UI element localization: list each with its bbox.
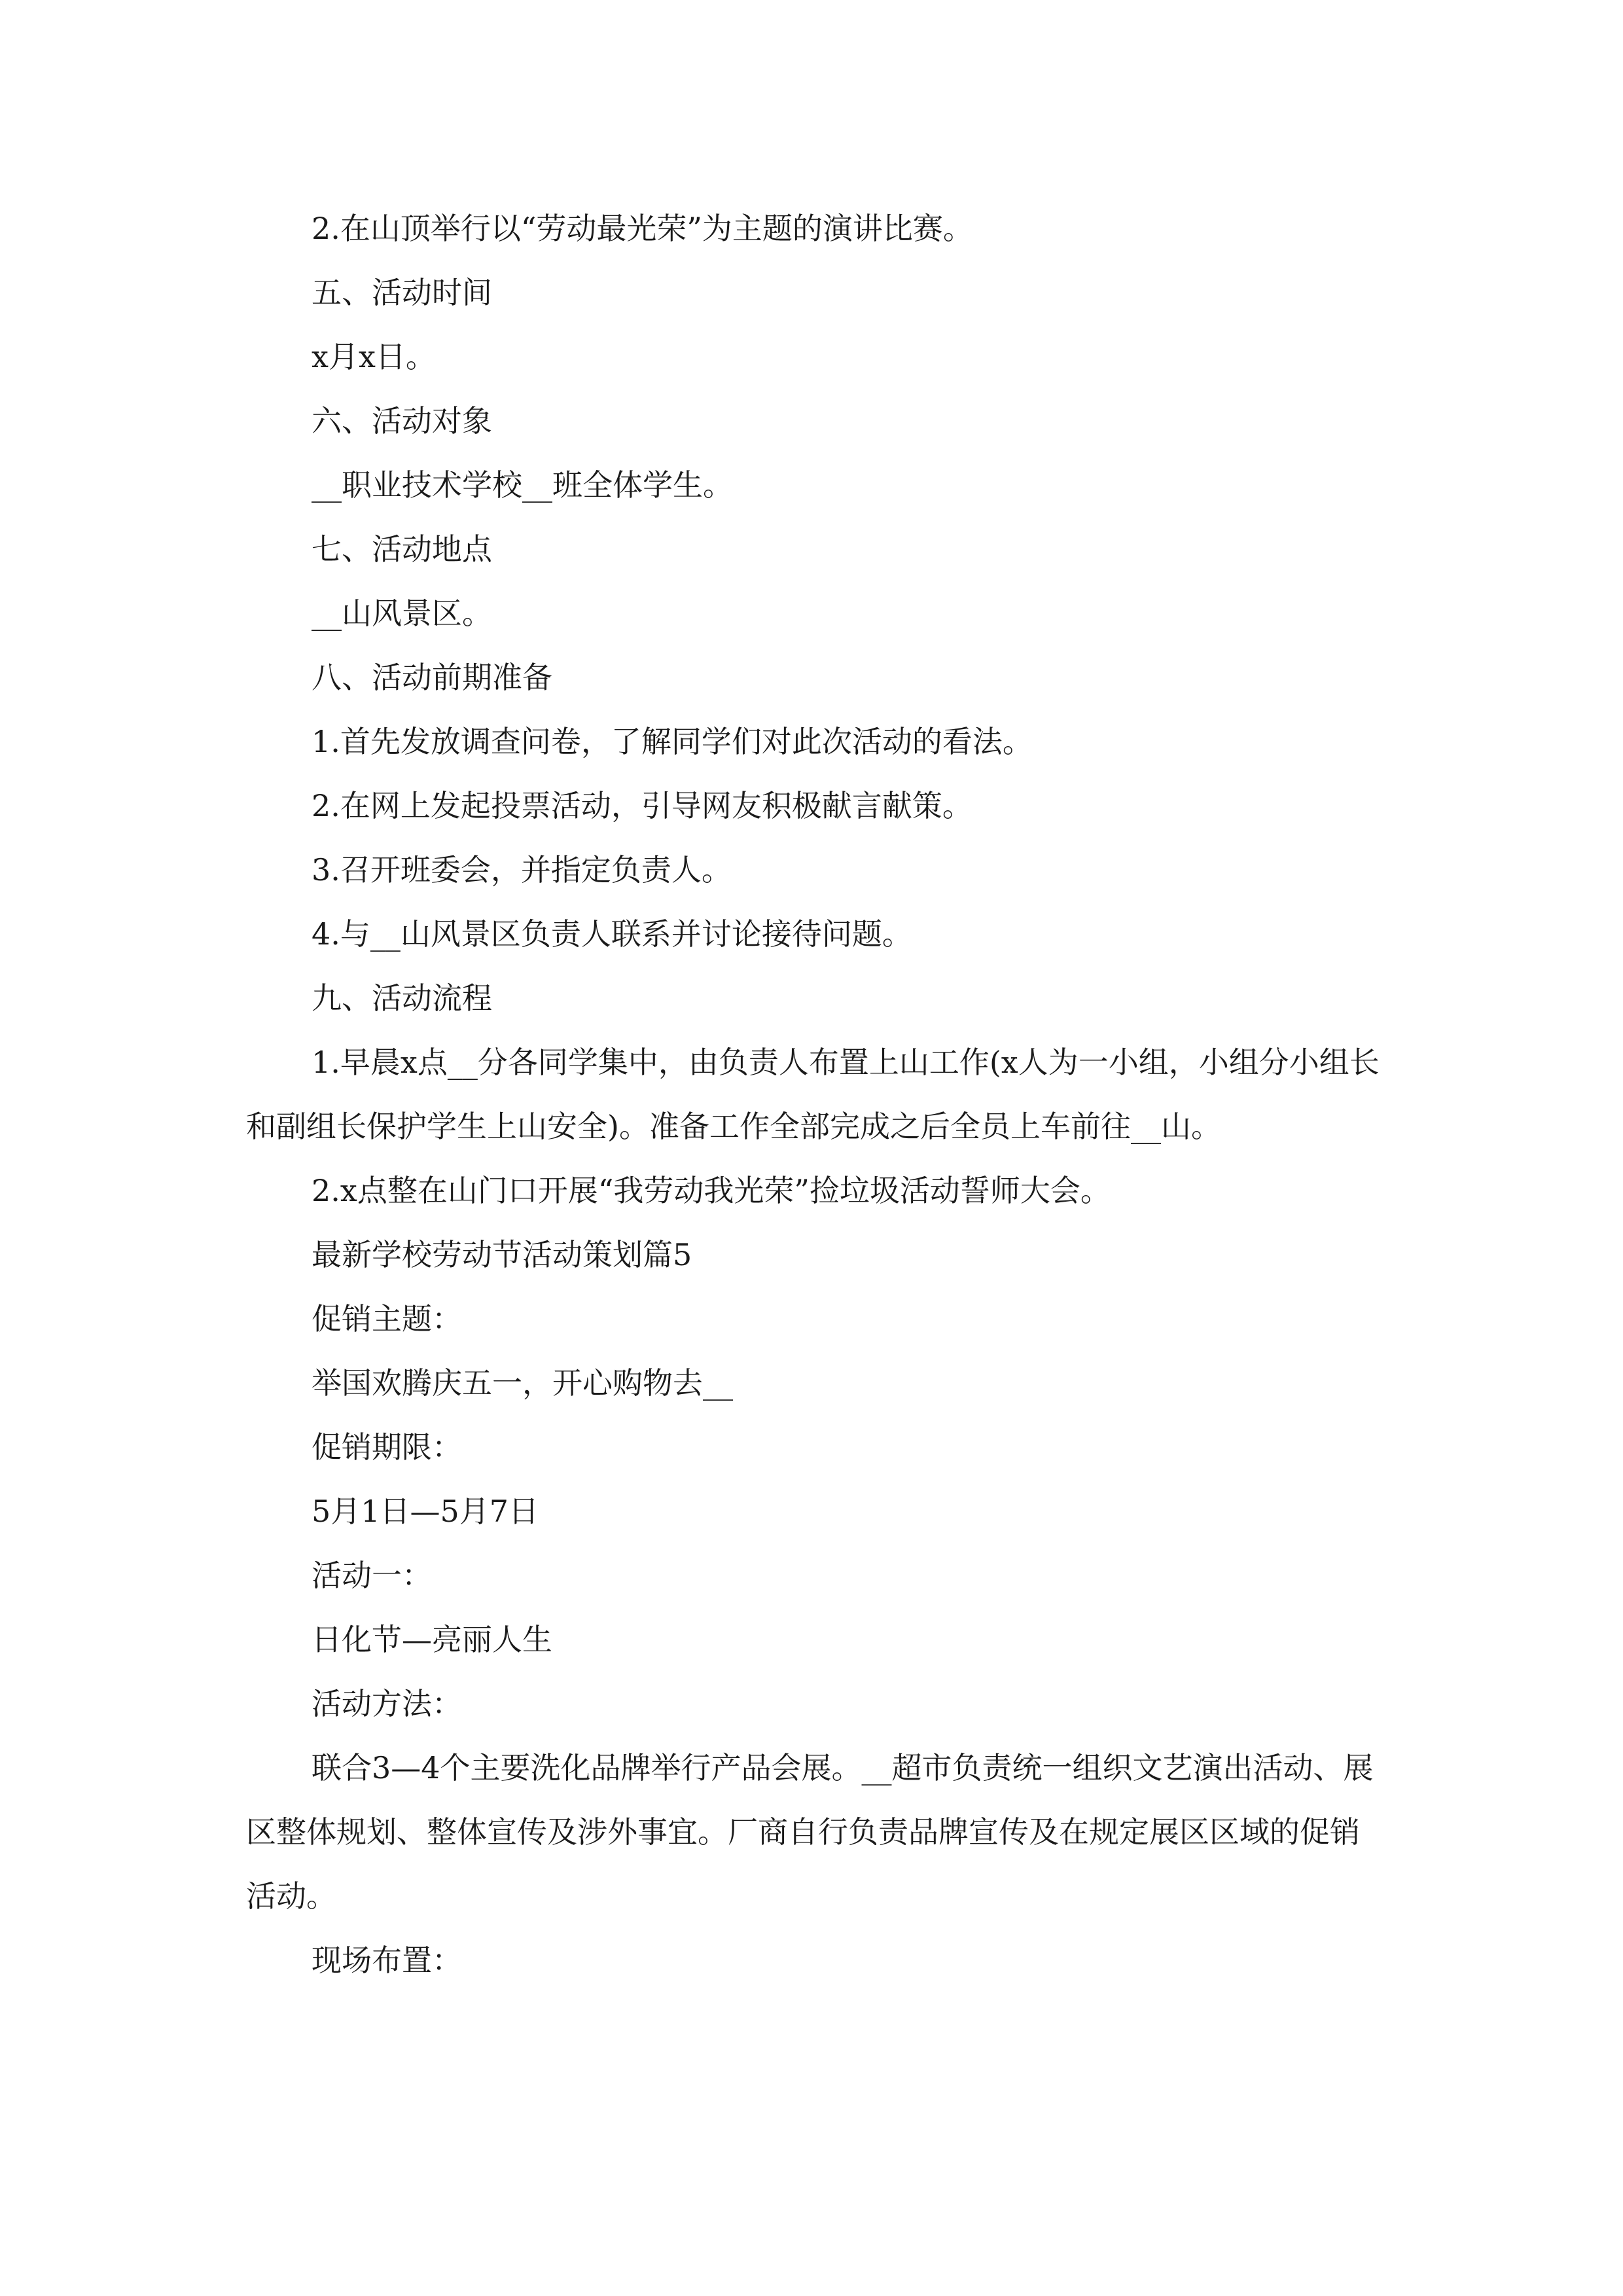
paragraph: x月x日。 [312,339,436,374]
paragraph: 5月1日—5月7日 [312,1494,539,1529]
label-line: 促销主题： [312,1301,462,1336]
label-line: 促销期限： [312,1429,462,1465]
label-line: 活动方法： [312,1686,462,1721]
list-item: 3.召开班委会，并指定负责人。 [312,852,732,888]
list-item: 1.首先发放调查问卷，了解同学们对此次活动的看法。 [312,724,1033,759]
list-item: 4.与__山风景区负责人联系并讨论接待问题。 [312,916,912,952]
section-heading: 八、活动前期准备 [312,660,552,695]
section-heading: 九、活动流程 [312,980,492,1016]
label-line: 活动一： [312,1558,432,1593]
article-title: 最新学校劳动节活动策划篇5 [312,1237,692,1272]
section-heading: 七、活动地点 [312,531,492,567]
paragraph: __山风景区。 [312,596,492,631]
section-heading: 五、活动时间 [312,275,492,310]
paragraph: 举国欢腾庆五一，开心购物去__ [312,1365,733,1401]
paragraph: 联合3—4个主要洗化品牌举行产品会展。__超市负责统一组织文艺演出活动、展区整体规划、整体宣传及涉外事宜。厂商自行负责品牌宣传及在规定展区区域的促销活动。 [246,1750,1374,1914]
paragraph: 日化节—亮丽人生 [312,1622,552,1657]
paragraph: __职业技术学校__班全体学生。 [312,467,733,503]
paragraph: 2.在山顶举行以“劳动最光荣”为主题的演讲比赛。 [312,211,973,246]
list-item: 1.早晨x点__分各同学集中，由负责人布置上山工作(x人为一小组，小组分小组长和副组长保护学生上山安全)。准备工作全部完成之后全员上车前往__山。 [246,1045,1380,1144]
list-item: 2.在网上发起投票活动，引导网友积极献言献策。 [312,788,972,823]
label-line: 现场布置： [312,1943,462,1978]
section-heading: 六、活动对象 [312,403,492,439]
document-body [246,196,1382,1992]
list-item: 2.x点整在山门口开展“我劳动我光荣”捡垃圾活动誓师大会。 [312,1173,1111,1208]
